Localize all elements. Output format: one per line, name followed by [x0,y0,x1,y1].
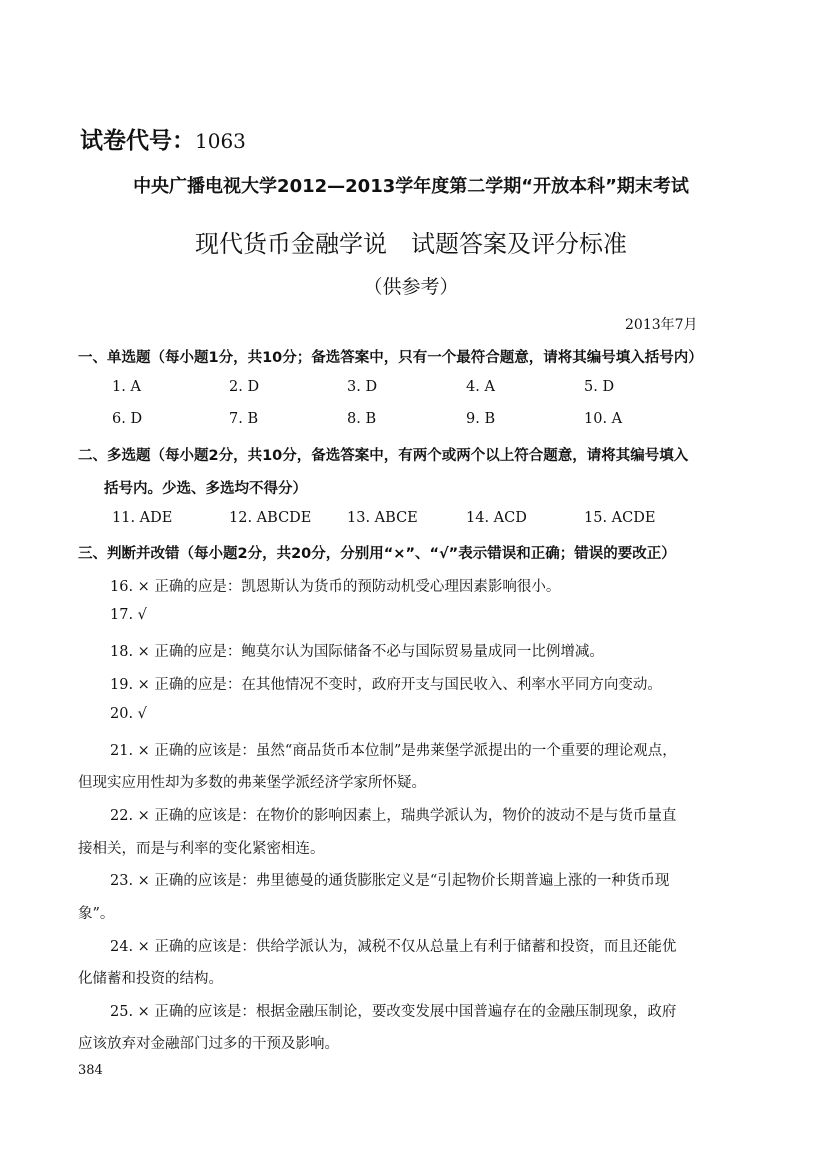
answer-6: 6. D [112,411,143,427]
item-23: 23. × 正确的应该是：弗里德曼的通货膨胀定义是“引起物价长期普遍上涨的一种货币现 [110,873,670,889]
answer-5: 5. D [584,379,615,395]
section2-heading-line2: 括号内。少选、多选均不得分） [104,481,307,497]
answer-4: 4. A [466,379,495,395]
answer-9: 9. B [466,411,496,427]
page-number: 384 [78,1063,103,1078]
answer-8: 8. B [347,411,377,427]
course-title: 现代货币金融学说 试题答案及评分标准 [195,230,627,258]
item-22-cont: 接相关，而是与利率的变化紧密相连。 [78,841,325,857]
item-21-cont: 但现实应用性却为多数的弗莱堡学派经济学家所怀疑。 [78,775,426,791]
answer-14: 14. ACD [466,510,527,526]
answer-3: 3. D [347,379,378,395]
item-23-cont: 象”。 [78,906,115,922]
paper-code-label: 试卷代号： [80,128,195,154]
section3-heading: 三、判断并改错（每小题2分，共20分，分别用“×”、“√”表示错误和正确；错误的要改正） [78,546,676,562]
reference-note: （供参考） [363,276,459,298]
answer-10: 10. A [584,411,623,427]
answer-11: 11. ADE [112,510,173,526]
item-19: 19. × 正确的应是：在其他情况不变时，政府开支与国民收入、利率水平同方向变动。 [110,677,662,693]
item-17: 17. √ [110,607,147,623]
item-25-cont: 应该放弃对金融部门过多的干预及影响。 [78,1036,339,1052]
item-25: 25. × 正确的应该是：根据金融压制论，要改变发展中国普遍存在的金融压制现象，政府 [110,1004,677,1020]
paper-code-line [80,122,246,155]
exam-title: 中央广播电视大学2012—2013学年度第二学期“开放本科”期末考试 [133,176,689,197]
item-24-cont: 化储蓄和投资的结构。 [78,971,223,987]
item-24: 24. × 正确的应该是：供给学派认为，减税不仅从总量上有利于储蓄和投资，而且还能优 [110,939,677,955]
section2-heading-line1: 二、多选题（每小题2分，共10分，备选答案中，有两个或两个以上符合题意，请将其编号填入 [78,448,689,464]
section1-heading: 一、单选题（每小题1分，共10分；备选答案中，只有一个最符合题意，请将其编号填入括号内） [78,350,703,366]
answer-15: 15. ACDE [584,510,656,526]
item-16: 16. × 正确的应是：凯恩斯认为货币的预防动机受心理因素影响很小。 [110,579,561,595]
answer-1: 1. A [112,379,141,395]
item-21: 21. × 正确的应该是：虽然“商品货币本位制”是弗莱堡学派提出的一个重要的理论观点， [110,743,677,759]
item-18: 18. × 正确的应是：鲍莫尔认为国际储备不必与国际贸易量成同一比例增减。 [110,644,604,660]
paper-code-number: 1063 [195,129,246,153]
answer-2: 2. D [229,379,260,395]
answer-7: 7. B [229,411,259,427]
exam-date: 2013年7月 [625,317,698,333]
item-22: 22. × 正确的应该是：在物价的影响因素上，瑞典学派认为，物价的波动不是与货币量直 [110,808,677,824]
answer-12: 12. ABCDE [229,510,312,526]
item-20: 20. √ [110,706,147,722]
answer-13: 13. ABCE [347,510,418,526]
